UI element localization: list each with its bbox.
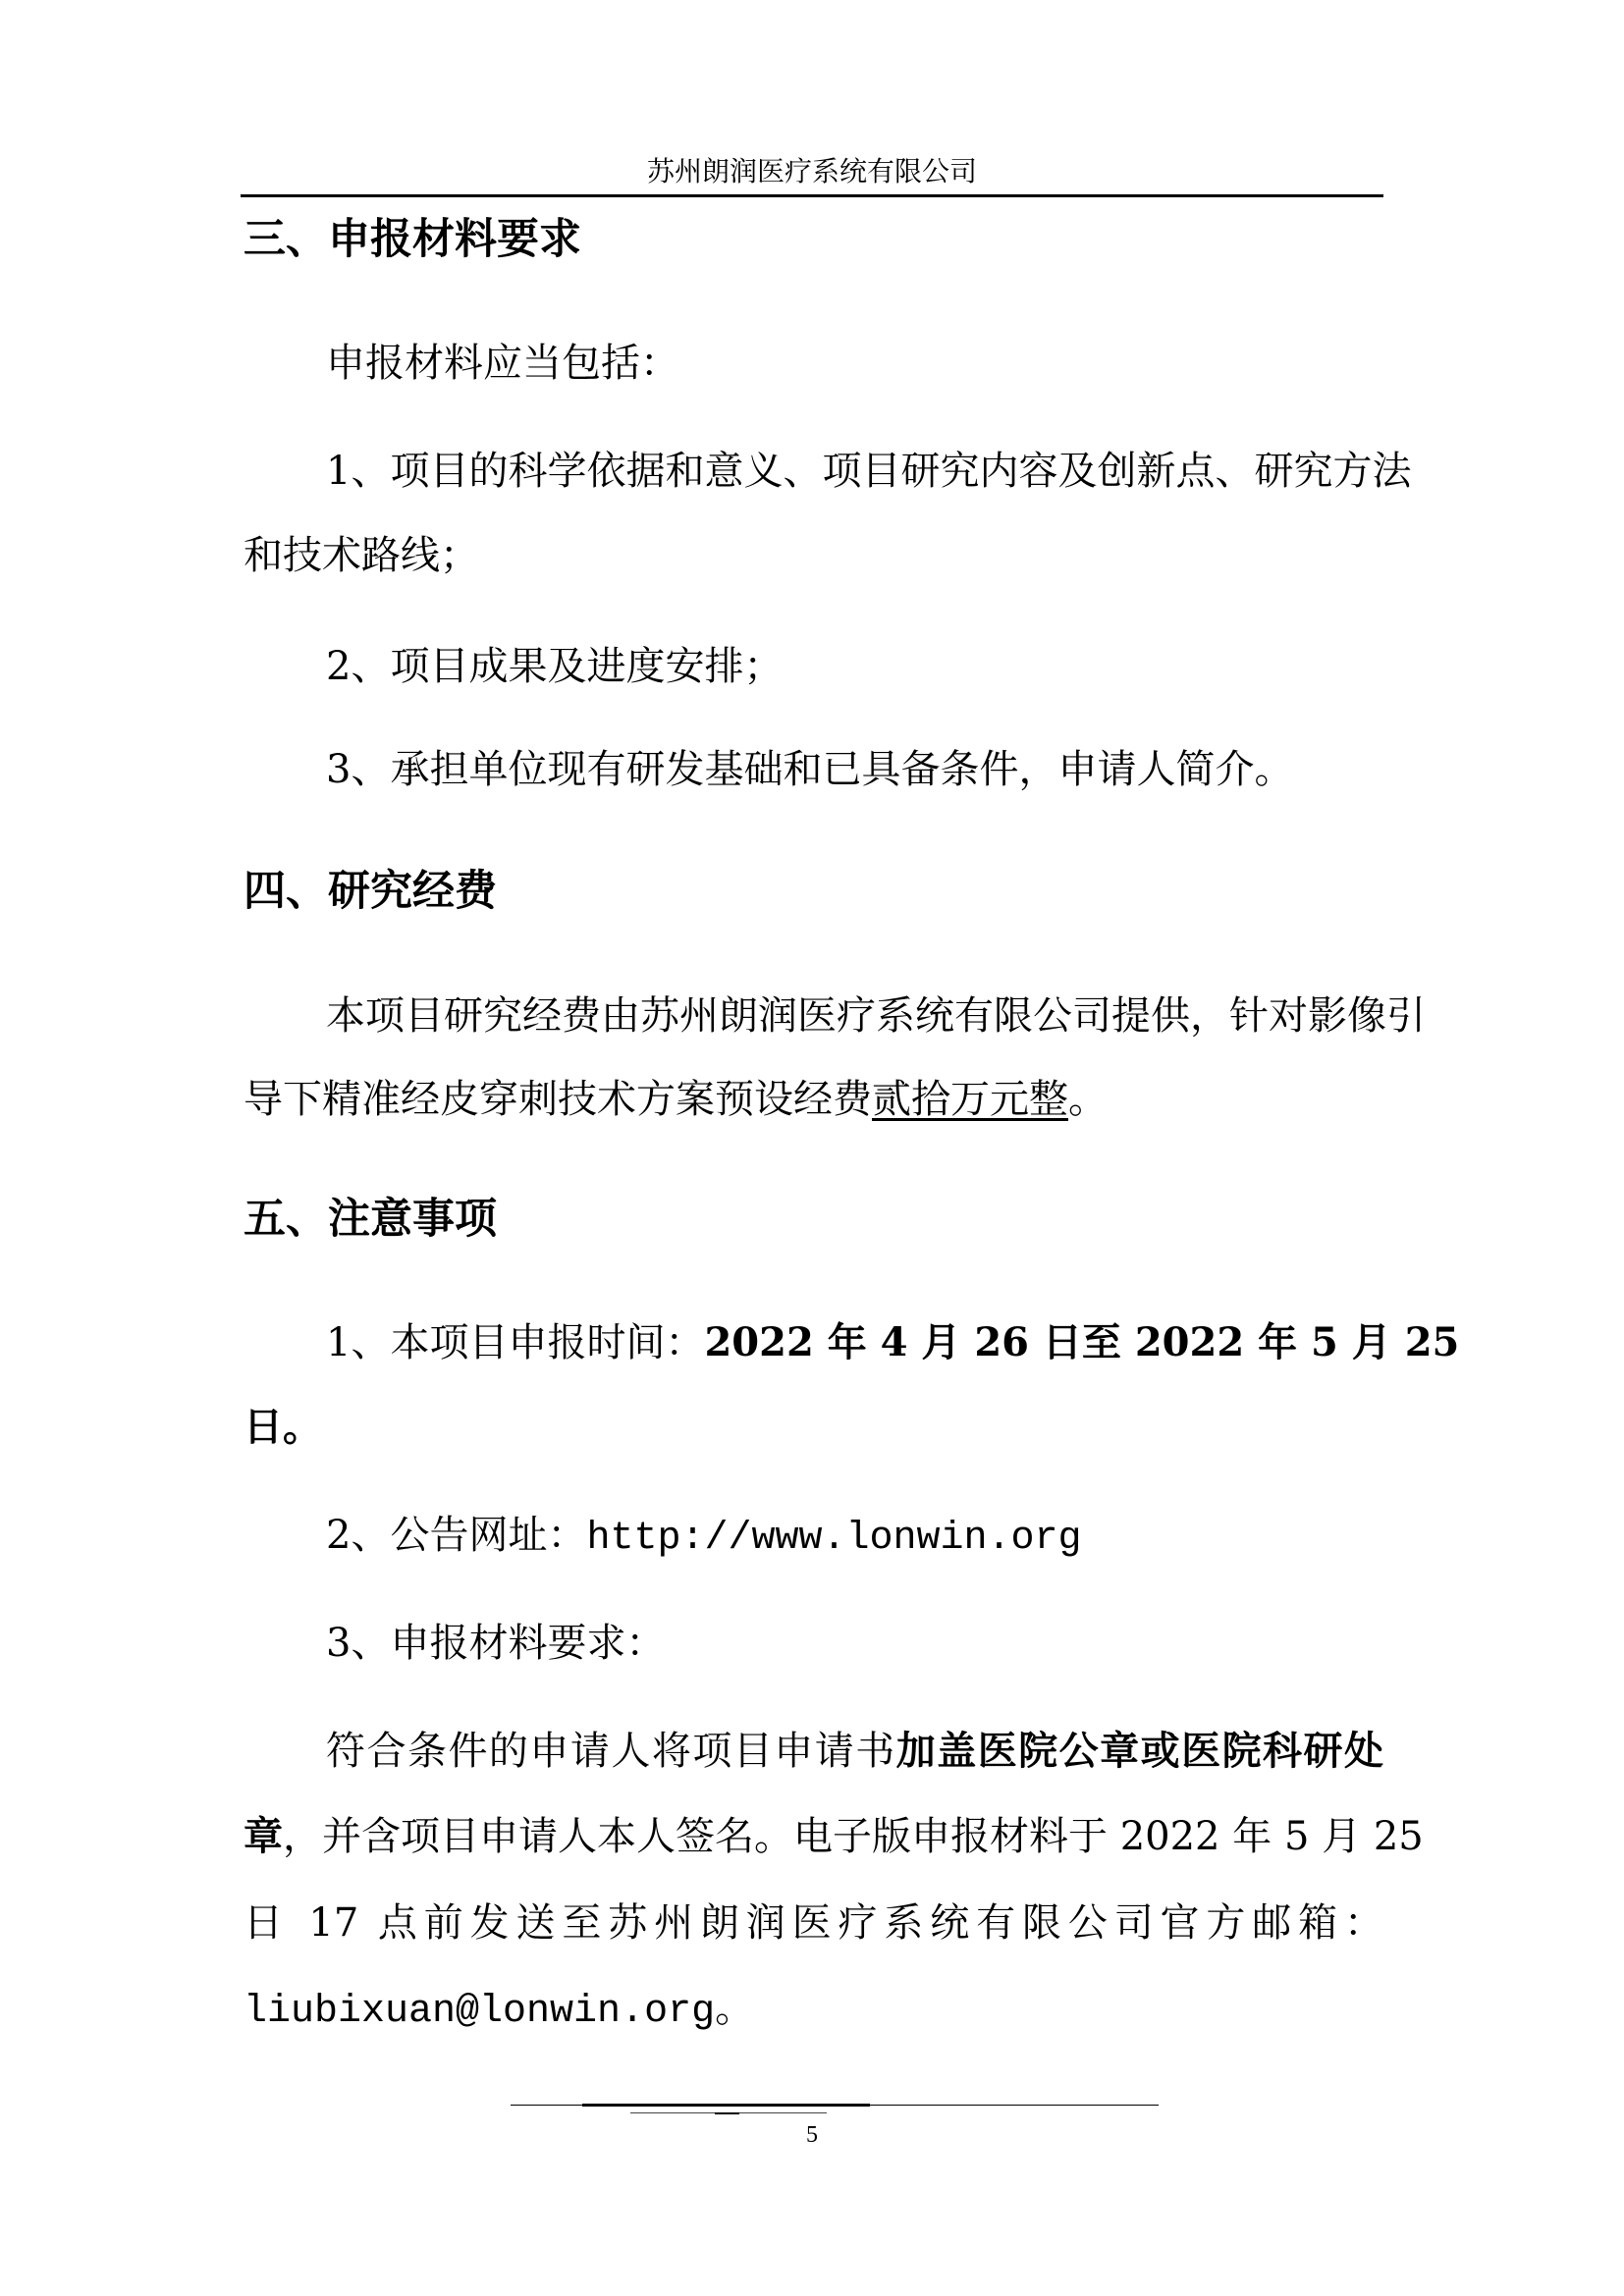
section-heading-5: 五、注意事项 (244, 1195, 497, 1244)
email-suffix: 。 (715, 1986, 755, 2031)
section-heading-4: 四、研究经费 (244, 867, 497, 916)
section5-paragraph-line2 (244, 1813, 1424, 1860)
application-period-dates: 2022 年 4 月 26 日至 2022 年 5 月 25 (704, 1319, 1460, 1365)
section5-paragraph-line1 (326, 1728, 1383, 1775)
contact-email[interactable]: liubixuan@lonwin.org (244, 1990, 716, 2034)
seal-requirement-end: 章 (244, 1813, 283, 1859)
footer-rule-top-thick (582, 2104, 870, 2107)
section3-item2: 2、项目成果及进度安排； (326, 644, 784, 689)
section3-intro: 申报材料应当包括： (326, 341, 679, 386)
submission-text: 符合条件的申请人将项目申请书 (326, 1729, 896, 1774)
website-link[interactable]: http://www.lonwin.org (586, 1517, 1082, 1561)
section3-item1-line2: 和技术路线； (244, 533, 479, 578)
section5-paragraph-line4 (244, 1985, 754, 2036)
submission-deadline-text: ，并含项目申请人本人签名。电子版申报材料于 2022 年 5 月 25 (283, 1814, 1424, 1859)
seal-requirement: 加盖医院公章或医院科研处 (895, 1728, 1384, 1774)
application-period-label: 1、本项目申报时间： (326, 1320, 705, 1365)
section5-item1-line2: 日。 (244, 1404, 322, 1450)
section-heading-3: 三、申报材料要求 (244, 215, 581, 264)
section4-paragraph-line2 (244, 1076, 1108, 1123)
section5-paragraph-line3: 日 17 点前发送至苏州朗润医疗系统有限公司官方邮箱： (244, 1900, 1383, 1946)
section5-item1-line1 (326, 1319, 1460, 1366)
funding-text: 导下精准经皮穿刺技术方案预设经费 (244, 1077, 872, 1122)
section5-item2 (326, 1512, 1082, 1563)
header-rule (241, 194, 1383, 197)
section4-paragraph-line1: 本项目研究经费由苏州朗润医疗系统有限公司提供，针对影像引 (326, 993, 1426, 1039)
page-header-company: 苏州朗润医疗系统有限公司 (646, 155, 977, 187)
funding-amount: 贰拾万元整 (872, 1077, 1068, 1122)
section3-item1-line1: 1、项目的科学依据和意义、项目研究内容及创新点、研究方法 (326, 449, 1412, 494)
funding-suffix: 。 (1068, 1077, 1108, 1122)
section3-item3: 3、承担单位现有研发基础和已具备条件，申请人简介。 (326, 747, 1294, 792)
section5-item3: 3、申报材料要求： (326, 1621, 666, 1666)
website-label: 2、公告网址： (326, 1513, 587, 1558)
footer-rule-bottom-thick (715, 2112, 739, 2114)
page-number: 5 (806, 2122, 818, 2148)
